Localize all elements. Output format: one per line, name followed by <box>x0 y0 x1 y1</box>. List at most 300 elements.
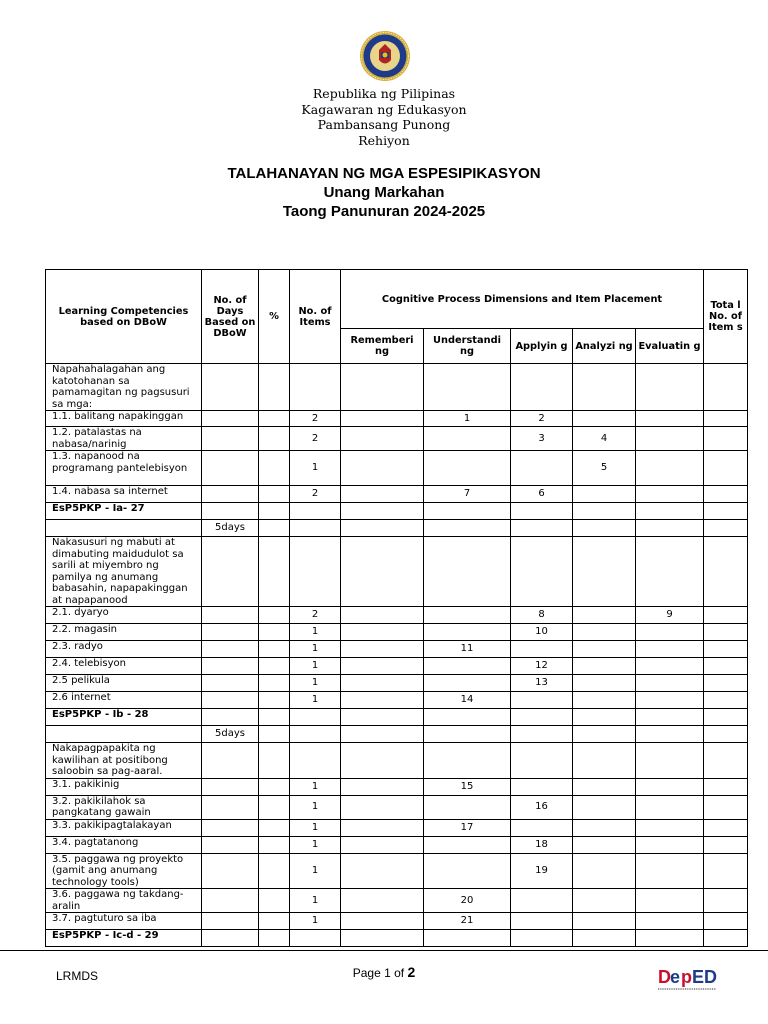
percent-cell <box>259 537 290 607</box>
total-cell <box>704 778 748 795</box>
evaluating-cell <box>636 836 704 853</box>
table-row <box>46 853 748 889</box>
competency-cell: 3.1. pakikinig <box>46 778 202 795</box>
applying-cell: 16 <box>511 795 573 819</box>
percent-cell <box>259 675 290 692</box>
competency-cell: 2.2. magasin <box>46 624 202 641</box>
evaluating-cell <box>636 675 704 692</box>
percent-cell <box>259 451 290 486</box>
percent-cell <box>259 709 290 726</box>
items-cell: 1 <box>290 853 341 889</box>
header-competencies: Learning Competencies based on DBoW <box>46 270 202 364</box>
evaluating-cell <box>636 743 704 779</box>
table-row <box>46 836 748 853</box>
svg-text:e: e <box>670 967 681 987</box>
days-cell <box>202 364 259 411</box>
analyzing-cell <box>573 520 636 537</box>
remembering-cell <box>341 486 424 503</box>
understanding-cell <box>424 503 511 520</box>
items-cell: 2 <box>290 411 341 427</box>
analyzing-cell <box>573 537 636 607</box>
remembering-cell <box>341 726 424 743</box>
table-row <box>46 364 748 411</box>
remembering-cell <box>341 836 424 853</box>
total-cell <box>704 913 748 930</box>
items-cell: 1 <box>290 889 341 913</box>
competency-cell: 3.7. pagtuturo sa iba <box>46 913 202 930</box>
applying-cell: 18 <box>511 836 573 853</box>
understanding-cell: 1 <box>424 411 511 427</box>
days-cell <box>202 692 259 709</box>
remembering-cell <box>341 427 424 451</box>
deped-logo-icon <box>657 965 717 993</box>
understanding-cell: 15 <box>424 778 511 795</box>
remembering-cell <box>341 411 424 427</box>
applying-cell <box>511 930 573 947</box>
percent-cell <box>259 889 290 913</box>
percent-cell <box>259 778 290 795</box>
applying-cell: 19 <box>511 853 573 889</box>
understanding-cell <box>424 624 511 641</box>
evaluating-cell <box>636 726 704 743</box>
items-cell: 2 <box>290 607 341 624</box>
page-indicator <box>0 964 768 980</box>
applying-cell <box>511 451 573 486</box>
remembering-cell <box>341 795 424 819</box>
applying-cell <box>511 641 573 658</box>
understanding-cell: 21 <box>424 913 511 930</box>
table-row <box>46 795 748 819</box>
days-cell <box>202 503 259 520</box>
understanding-cell <box>424 743 511 779</box>
competency-code-row <box>46 930 748 947</box>
document-titles <box>0 164 768 221</box>
total-cell <box>704 641 748 658</box>
total-cell <box>704 795 748 819</box>
analyzing-cell <box>573 930 636 947</box>
table-row <box>46 607 748 624</box>
footer-lrmds: LRMDS <box>56 969 99 983</box>
remembering-cell <box>341 819 424 836</box>
understanding-cell <box>424 658 511 675</box>
total-cell <box>704 537 748 607</box>
applying-cell <box>511 503 573 520</box>
competency-cell: Nakasusuri ng mabuti at dimabuting maidudulot sa sarili at miyembro ng pamilya ng anumang babasahin, napapakinggan at napapanood <box>46 537 202 607</box>
competency-cell: 2.6 internet <box>46 692 202 709</box>
applying-cell <box>511 520 573 537</box>
days-cell <box>202 658 259 675</box>
header-analyzing: Analyzi ng <box>573 329 636 364</box>
table-row <box>46 658 748 675</box>
remembering-cell <box>341 853 424 889</box>
table-row <box>46 889 748 913</box>
competency-cell <box>46 726 202 743</box>
competency-cell: 3.4. pagtatanong <box>46 836 202 853</box>
days-cell <box>202 743 259 779</box>
competency-cell: 2.3. radyo <box>46 641 202 658</box>
analyzing-cell: 4 <box>573 427 636 451</box>
applying-cell <box>511 913 573 930</box>
remembering-cell <box>341 658 424 675</box>
header-region: Rehiyon <box>358 132 410 148</box>
competency-cell: 3.3. pakikipagtalakayan <box>46 819 202 836</box>
days-cell <box>202 853 259 889</box>
table-row <box>46 743 748 779</box>
analyzing-cell <box>573 743 636 779</box>
total-cell <box>704 709 748 726</box>
total-cell <box>704 836 748 853</box>
items-cell: 1 <box>290 795 341 819</box>
analyzing-cell <box>573 641 636 658</box>
table-row <box>46 520 748 537</box>
competency-cell: 3.5. paggawa ng proyekto (gamit ang anumang technology tools) <box>46 853 202 889</box>
percent-cell <box>259 658 290 675</box>
percent-cell <box>259 743 290 779</box>
analyzing-cell <box>573 709 636 726</box>
competency-cell: 2.5 pelikula <box>46 675 202 692</box>
remembering-cell <box>341 675 424 692</box>
analyzing-cell <box>573 486 636 503</box>
header-applying: Applyin g <box>511 329 573 364</box>
analyzing-cell: 5 <box>573 451 636 486</box>
school-year-title: Taong Panunuran 2024-2025 <box>282 203 486 220</box>
total-cell <box>704 658 748 675</box>
remembering-cell <box>341 451 424 486</box>
understanding-cell: 20 <box>424 889 511 913</box>
understanding-cell <box>424 836 511 853</box>
competency-code-row <box>46 709 748 726</box>
applying-cell <box>511 364 573 411</box>
total-cell <box>704 607 748 624</box>
total-cell <box>704 726 748 743</box>
analyzing-cell <box>573 624 636 641</box>
analyzing-cell <box>573 607 636 624</box>
evaluating-cell <box>636 503 704 520</box>
table-row <box>46 692 748 709</box>
understanding-cell <box>424 451 511 486</box>
total-cell <box>704 930 748 947</box>
competency-cell: 2.4. telebisyon <box>46 658 202 675</box>
items-cell: 1 <box>290 641 341 658</box>
understanding-cell <box>424 427 511 451</box>
total-cell <box>704 819 748 836</box>
items-cell: 2 <box>290 427 341 451</box>
items-cell <box>290 709 341 726</box>
days-cell <box>202 607 259 624</box>
remembering-cell <box>341 889 424 913</box>
competency-cell: EsP5PKP - Ia- 27 <box>46 503 202 520</box>
page-prefix: Page <box>352 966 385 980</box>
analyzing-cell <box>573 364 636 411</box>
evaluating-cell <box>636 930 704 947</box>
table-row <box>46 537 748 607</box>
percent-cell <box>259 607 290 624</box>
evaluating-cell <box>636 537 704 607</box>
applying-cell: 13 <box>511 675 573 692</box>
analyzing-cell <box>573 795 636 819</box>
days-cell <box>202 451 259 486</box>
understanding-cell <box>424 726 511 743</box>
total-cell <box>704 624 748 641</box>
days-cell <box>202 709 259 726</box>
evaluating-cell <box>636 624 704 641</box>
header-department: Kagawaran ng Edukasyon <box>301 101 467 117</box>
evaluating-cell <box>636 692 704 709</box>
days-cell <box>202 913 259 930</box>
items-cell <box>290 364 341 411</box>
evaluating-cell <box>636 486 704 503</box>
table-body <box>46 364 748 947</box>
items-cell: 2 <box>290 486 341 503</box>
days-cell <box>202 889 259 913</box>
items-cell: 1 <box>290 675 341 692</box>
total-cell <box>704 675 748 692</box>
items-cell: 1 <box>290 658 341 675</box>
items-cell: 1 <box>290 836 341 853</box>
days-cell <box>202 641 259 658</box>
understanding-cell: 17 <box>424 819 511 836</box>
days-cell <box>202 930 259 947</box>
analyzing-cell <box>573 726 636 743</box>
days-cell: 5days <box>202 726 259 743</box>
header-cognitive: Cognitive Process Dimensions and Item Placement <box>341 270 704 329</box>
analyzing-cell <box>573 658 636 675</box>
percent-cell <box>259 520 290 537</box>
applying-cell <box>511 889 573 913</box>
page-total: 2 <box>407 964 416 980</box>
percent-cell <box>259 913 290 930</box>
competency-cell: 1.4. nabasa sa internet <box>46 486 202 503</box>
evaluating-cell <box>636 641 704 658</box>
header-evaluating: Evaluatin g <box>636 329 704 364</box>
total-cell <box>704 411 748 427</box>
days-cell: 5days <box>202 520 259 537</box>
evaluating-cell <box>636 889 704 913</box>
deped-seal-icon <box>359 30 411 82</box>
competency-cell <box>46 520 202 537</box>
table-row <box>46 726 748 743</box>
applying-cell: 3 <box>511 427 573 451</box>
days-cell <box>202 675 259 692</box>
percent-cell <box>259 486 290 503</box>
specification-table <box>45 269 748 947</box>
competency-cell: EsP5PKP - Ib - 28 <box>46 709 202 726</box>
analyzing-cell <box>573 853 636 889</box>
evaluating-cell <box>636 451 704 486</box>
remembering-cell <box>341 520 424 537</box>
understanding-cell: 14 <box>424 692 511 709</box>
table-row <box>46 411 748 427</box>
header-total: Tota l No. of Item s <box>704 270 748 364</box>
competency-cell: 1.2. patalastas na nabasa/narinig <box>46 427 202 451</box>
understanding-cell <box>424 930 511 947</box>
remembering-cell <box>341 709 424 726</box>
items-cell <box>290 743 341 779</box>
total-cell <box>704 520 748 537</box>
competency-cell: 2.1. dyaryo <box>46 607 202 624</box>
days-cell <box>202 778 259 795</box>
applying-cell: 12 <box>511 658 573 675</box>
remembering-cell <box>341 607 424 624</box>
page-of: of <box>390 966 408 980</box>
applying-cell <box>511 778 573 795</box>
analyzing-cell <box>573 692 636 709</box>
days-cell <box>202 624 259 641</box>
header-percent: % <box>259 270 290 364</box>
remembering-cell <box>341 692 424 709</box>
percent-cell <box>259 819 290 836</box>
understanding-cell <box>424 520 511 537</box>
understanding-cell <box>424 853 511 889</box>
items-cell: 1 <box>290 913 341 930</box>
evaluating-cell <box>636 520 704 537</box>
understanding-cell <box>424 607 511 624</box>
total-cell <box>704 427 748 451</box>
evaluating-cell <box>636 411 704 427</box>
percent-cell <box>259 930 290 947</box>
table-row <box>46 819 748 836</box>
analyzing-cell <box>573 675 636 692</box>
days-cell <box>202 486 259 503</box>
items-cell: 1 <box>290 451 341 486</box>
understanding-cell <box>424 537 511 607</box>
total-cell <box>704 853 748 889</box>
applying-cell: 6 <box>511 486 573 503</box>
remembering-cell <box>341 624 424 641</box>
analyzing-cell <box>573 778 636 795</box>
days-cell <box>202 836 259 853</box>
items-cell: 1 <box>290 692 341 709</box>
table-row <box>46 451 748 486</box>
remembering-cell <box>341 364 424 411</box>
evaluating-cell <box>636 853 704 889</box>
total-cell <box>704 743 748 779</box>
applying-cell: 10 <box>511 624 573 641</box>
header-office: Pambansang Punong <box>317 117 451 132</box>
svg-text:D: D <box>658 967 671 987</box>
document-header <box>0 86 768 148</box>
total-cell <box>704 692 748 709</box>
competency-cell: EsP5PKP - Ic-d - 29 <box>46 930 202 947</box>
items-cell <box>290 930 341 947</box>
percent-cell <box>259 364 290 411</box>
understanding-cell: 11 <box>424 641 511 658</box>
evaluating-cell <box>636 778 704 795</box>
understanding-cell <box>424 709 511 726</box>
percent-cell <box>259 726 290 743</box>
analyzing-cell <box>573 503 636 520</box>
remembering-cell <box>341 641 424 658</box>
analyzing-cell <box>573 889 636 913</box>
footer-divider <box>0 950 768 951</box>
svg-text:p: p <box>681 967 692 987</box>
table-row <box>46 624 748 641</box>
applying-cell <box>511 726 573 743</box>
percent-cell <box>259 503 290 520</box>
table-row <box>46 913 748 930</box>
header-country: Republika ng Pilipinas <box>312 86 456 101</box>
evaluating-cell <box>636 795 704 819</box>
evaluating-cell <box>636 427 704 451</box>
header-understanding: Understandi ng <box>424 329 511 364</box>
analyzing-cell <box>573 411 636 427</box>
total-cell <box>704 451 748 486</box>
items-cell: 1 <box>290 624 341 641</box>
table-row <box>46 675 748 692</box>
days-cell <box>202 795 259 819</box>
remembering-cell <box>341 778 424 795</box>
remembering-cell <box>341 913 424 930</box>
page-current: 1 <box>384 966 391 980</box>
table-row <box>46 427 748 451</box>
header-days: No. of Days Based on DBoW <box>202 270 259 364</box>
understanding-cell <box>424 364 511 411</box>
percent-cell <box>259 624 290 641</box>
understanding-cell: 7 <box>424 486 511 503</box>
competency-cell: 3.2. pakikilahok sa pangkatang gawain <box>46 795 202 819</box>
applying-cell <box>511 537 573 607</box>
evaluating-cell <box>636 709 704 726</box>
evaluating-cell <box>636 913 704 930</box>
items-cell <box>290 520 341 537</box>
table-row <box>46 778 748 795</box>
days-cell <box>202 819 259 836</box>
applying-cell <box>511 709 573 726</box>
percent-cell <box>259 427 290 451</box>
table-row <box>46 641 748 658</box>
items-cell <box>290 503 341 520</box>
percent-cell <box>259 836 290 853</box>
svg-text:ED: ED <box>692 967 717 987</box>
days-cell <box>202 427 259 451</box>
percent-cell <box>259 641 290 658</box>
applying-cell: 2 <box>511 411 573 427</box>
remembering-cell <box>341 743 424 779</box>
total-cell <box>704 503 748 520</box>
understanding-cell <box>424 675 511 692</box>
items-cell: 1 <box>290 778 341 795</box>
header-items: No. of Items <box>290 270 341 364</box>
header-remembering: Rememberi ng <box>341 329 424 364</box>
total-cell <box>704 486 748 503</box>
percent-cell <box>259 411 290 427</box>
understanding-cell <box>424 795 511 819</box>
remembering-cell <box>341 930 424 947</box>
analyzing-cell <box>573 836 636 853</box>
competency-cell: Nakapagpapakita ng kawilihan at positibong saloobin sa pag-aaral. <box>46 743 202 779</box>
evaluating-cell <box>636 658 704 675</box>
days-cell <box>202 537 259 607</box>
competency-cell: 3.6. paggawa ng takdang-aralin <box>46 889 202 913</box>
competency-cell: Napahahalagahan ang katotohanan sa pamamagitan ng pagsusuri sa mga: <box>46 364 202 411</box>
analyzing-cell <box>573 913 636 930</box>
items-cell <box>290 537 341 607</box>
percent-cell <box>259 692 290 709</box>
items-cell <box>290 726 341 743</box>
quarter-title: Unang Markahan <box>323 184 445 201</box>
applying-cell: 8 <box>511 607 573 624</box>
total-cell <box>704 364 748 411</box>
applying-cell <box>511 692 573 709</box>
applying-cell <box>511 743 573 779</box>
applying-cell <box>511 819 573 836</box>
percent-cell <box>259 795 290 819</box>
remembering-cell <box>341 503 424 520</box>
days-cell <box>202 411 259 427</box>
items-cell: 1 <box>290 819 341 836</box>
document-title: TALAHANAYAN NG MGA ESPESIPIKASYON <box>227 165 541 182</box>
remembering-cell <box>341 537 424 607</box>
